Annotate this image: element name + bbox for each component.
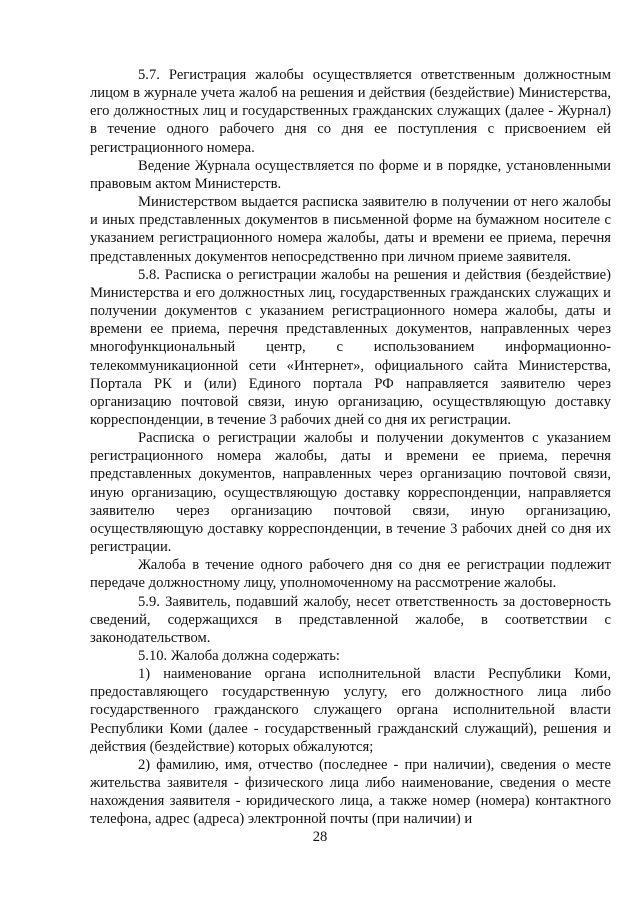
paragraph-5-7: 5.7. Регистрация жалобы осуществляется ответственным должностным лицом в журнале учета жалоб на решения и действия (бездействие) Министерства, его должностных лиц и государственных гражданских служащих (далее - Журнал) в течение одного рабочего дня со дня ее поступления с присвоением ей регистрационного номера. bbox=[90, 67, 611, 156]
document-body bbox=[90, 66, 611, 829]
paragraph-5-8: 5.8. Расписка о регистрации жалобы на решения и действия (бездействие) Министерства и его должностных лиц, государственных гражданских служащих и получении документов с указанием регистрационного номера жалобы, даты и времени ее приема, перечня представленных документов, направленных через многофункциональный центр, с использованием информационно-телекоммуникационной сети «Интернет», официального сайта Министерства, Портала РК и (или) Единого портала РФ направляется заявителю через организацию почтовой связи, иную организацию, осуществляющую доставку корреспонденции, в течение 3 рабочих дней со дня их регистрации. bbox=[90, 266, 611, 428]
page-number: 28 bbox=[312, 829, 328, 845]
paragraph-complaint-transfer: Жалоба в течение одного рабочего дня со дня ее регистрации подлежит передаче должностному лицу, уполномоченному на рассмотрение жалобы. bbox=[90, 557, 611, 592]
paragraph-postal-receipt: Расписка о регистрации жалобы и получении документов с указанием регистрационного номера жалобы, даты и времени ее приема, перечня представленных документов, направленных через организацию почтовой связи, иную организацию, осуществляющую доставку корреспонденции, направляется заявителю через организацию почтовой связи, иную организацию, осуществляющую доставку корреспонденции, в течение 3 рабочих дней со дня их регистрации. bbox=[90, 430, 611, 556]
list-item-1: 1) наименование органа исполнительной власти Республики Коми, предоставляющего государственную услугу, его должностного лица либо государственного гражданского служащего органа исполнительной власти Республики Коми (далее - государственный гражданский служащий), решения и действия (бездействие) которых обжалуются; bbox=[90, 666, 611, 755]
paragraph-5-9: 5.9. Заявитель, подавший жалобу, несет ответственность за достоверность сведений, содержащихся в представленной жалобе, в соответствии с законодательством. bbox=[90, 593, 611, 646]
paragraph-receipt-issue: Министерством выдается расписка заявителю в получении от него жалобы и иных представленных документов в письменной форме на бумажном носителе с указанием регистрационного номера жалобы, даты и времени ее приема, перечня представленных документов непосредственно при личном приеме заявителя. bbox=[90, 194, 611, 265]
paragraph-journal-keeping: Ведение Журнала осуществляется по форме и в порядке, установленными правовым актом Министерств. bbox=[90, 157, 611, 192]
list-item-2: 2) фамилию, имя, отчество (последнее - при наличии), сведения о месте жительства заявителя - физического лица либо наименование, сведения о месте нахождения заявителя - юридического лица, а также номер (номера) контактного телефона, адрес (адреса) электронной почты (при наличии) и bbox=[90, 756, 611, 828]
paragraph-5-10: 5.10. Жалоба должна содержать: bbox=[138, 648, 340, 664]
